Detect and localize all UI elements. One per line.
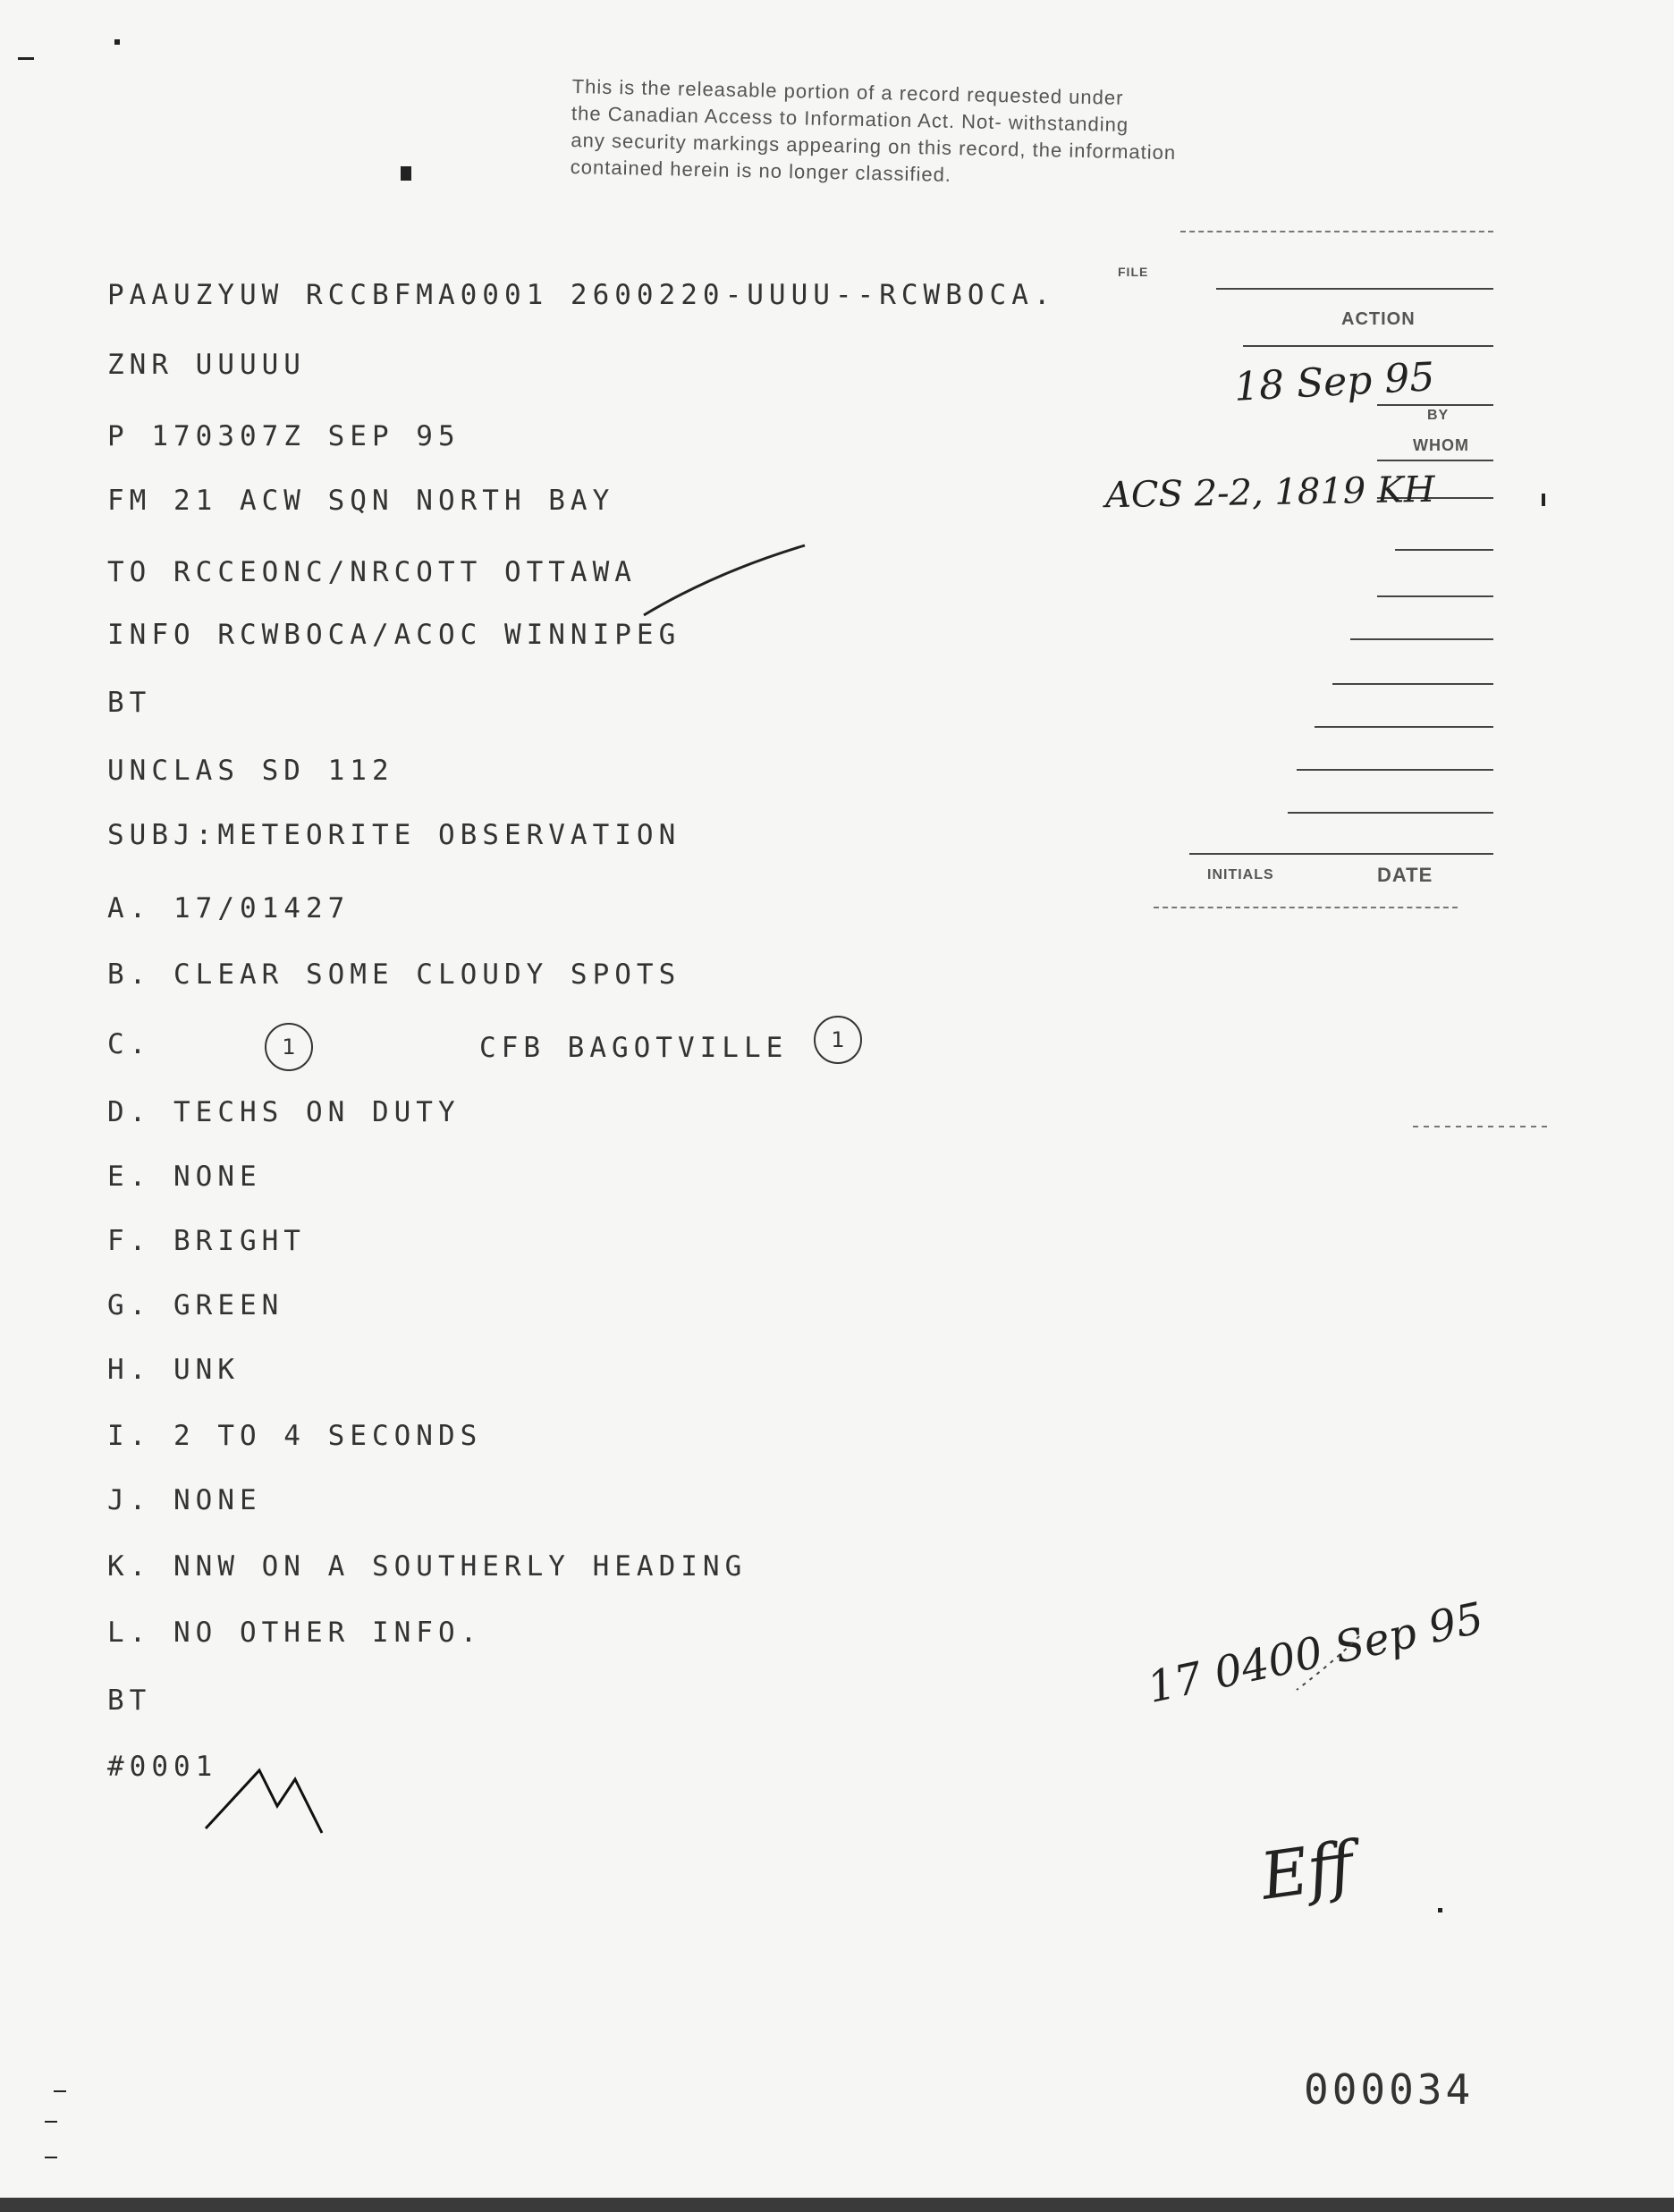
item-e: E. NONE	[107, 1161, 262, 1193]
item-c: C.	[107, 1028, 152, 1060]
item-f: F. BRIGHT	[107, 1225, 306, 1257]
item-b: B. CLEAR SOME CLOUDY SPOTS	[107, 958, 681, 991]
item-g: G. GREEN	[107, 1289, 284, 1321]
to-line: TO RCCEONC/NRCOTT OTTAWA	[107, 556, 637, 588]
release-notice-line: any security markings appearing on this record, the information	[571, 128, 1177, 165]
scan-speck	[1438, 1908, 1442, 1912]
item-d: D. TECHS ON DUTY	[107, 1096, 461, 1128]
scan-speck	[401, 166, 411, 181]
item-h: H. UNK	[107, 1354, 240, 1386]
item-j: J. NONE	[107, 1484, 262, 1516]
handwritten-date-received: 18 Sep 95	[1232, 354, 1436, 410]
item-c-location: CFB BAGOTVILLE	[479, 1032, 789, 1064]
from-line: FM 21 ACW SQN NORTH BAY	[107, 485, 615, 517]
precedence-dtg: P 170307Z SEP 95	[107, 420, 461, 452]
routing-label-date: DATE	[1377, 864, 1433, 886]
item-i: I. 2 TO 4 SECONDS	[107, 1420, 483, 1452]
scan-speck	[1542, 494, 1545, 506]
info-line: INFO RCWBOCA/ACOC WINNIPEG	[107, 619, 681, 651]
classification-line: UNCLAS SD 112	[107, 755, 394, 787]
znr-line: ZNR UUUUU	[107, 349, 306, 381]
circle-mark-right: 1	[814, 1016, 862, 1064]
routing-label-file: FILE	[1118, 265, 1149, 279]
message-header: PAAUZYUW RCCBFMA0001 2600220-UUUU--RCWBOCA.	[107, 279, 1056, 311]
item-a: A. 17/01427	[107, 892, 351, 924]
routing-label-whom: WHOM	[1413, 436, 1469, 454]
circle-mark-left: 1	[265, 1023, 313, 1071]
handwritten-signature: Eff	[1256, 1827, 1358, 1914]
release-notice-line: contained herein is no longer classified.	[570, 155, 952, 186]
slash-stroke	[644, 545, 805, 615]
release-notice-line: This is the releasable portion of a record requested under	[571, 74, 1124, 109]
margin-mark	[54, 2090, 66, 2092]
routing-label-action: ACTION	[1341, 309, 1416, 329]
release-notice-line: the Canadian Access to Information Act. Not- withstanding	[571, 101, 1129, 137]
dotted-stroke	[1297, 1636, 1359, 1690]
subject-line: SUBJ:METEORITE OBSERVATION	[107, 819, 681, 851]
handwritten-dtg-note: 17 0400 Sep 95	[1143, 1592, 1488, 1713]
scan-speck	[114, 39, 120, 45]
routing-label-by: BY	[1427, 408, 1450, 423]
margin-mark	[45, 2157, 57, 2158]
page-number: 000034	[1304, 2065, 1475, 2114]
scan-speck	[18, 57, 34, 60]
scan-edge	[0, 2198, 1674, 2212]
item-k: K. NNW ON A SOUTHERLY HEADING	[107, 1550, 748, 1583]
initials-mark	[206, 1770, 322, 1833]
bt-close: BT	[107, 1684, 152, 1717]
item-l: L. NO OTHER INFO.	[107, 1617, 483, 1649]
handwritten-routing-note: ACS 2-2, 1819 KH	[1104, 469, 1436, 517]
margin-mark	[45, 2121, 57, 2123]
routing-label-initials: INITIALS	[1207, 867, 1274, 882]
serial-number: #0001	[107, 1751, 218, 1783]
bt-open: BT	[107, 687, 152, 719]
